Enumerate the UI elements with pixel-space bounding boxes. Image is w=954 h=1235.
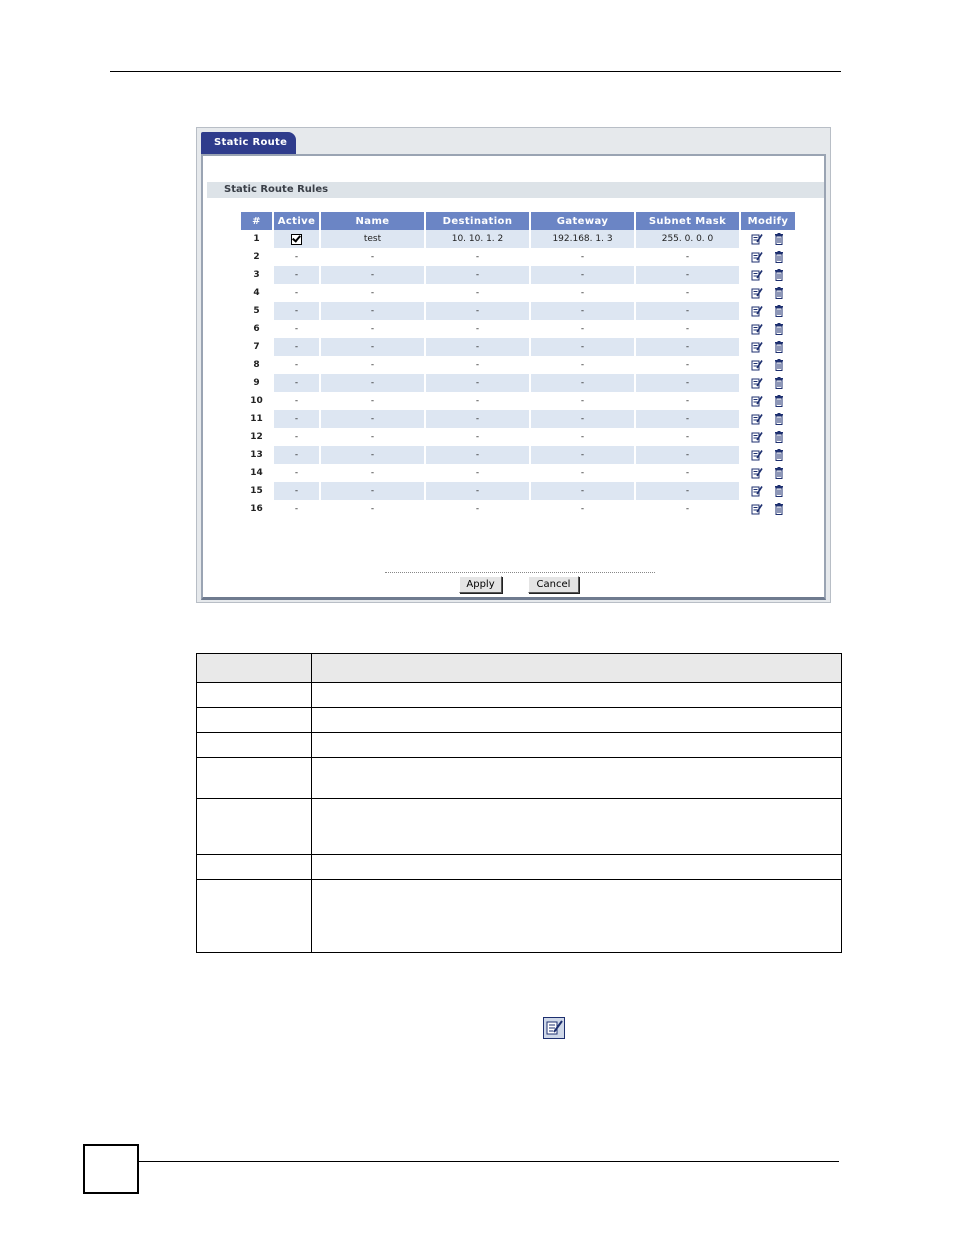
row-name: -: [370, 432, 375, 442]
row-destination: -: [475, 360, 480, 370]
row-name: -: [370, 396, 375, 406]
tab-static-route[interactable]: Static Route: [201, 132, 296, 154]
trash-icon[interactable]: [768, 253, 790, 263]
row-modify: [741, 302, 795, 320]
row-number: 4: [253, 288, 260, 298]
row-subnet-mask: -: [636, 374, 739, 392]
table-row: [241, 374, 795, 392]
active-placeholder: -: [294, 504, 299, 514]
row-active: [274, 356, 319, 374]
row-destination: -: [475, 432, 480, 442]
edit-icon[interactable]: [746, 343, 768, 353]
row-subnet-mask: -: [685, 360, 690, 370]
trash-icon[interactable]: [768, 235, 790, 245]
row-destination: -: [475, 324, 480, 334]
col-header-destination: Destination: [426, 212, 529, 230]
table-header-row: [241, 212, 795, 230]
col-header-gateway: Gateway: [531, 212, 634, 230]
row-number: 16: [250, 504, 263, 514]
trash-icon[interactable]: [768, 271, 790, 281]
row-active: [274, 500, 319, 518]
row-destination: -: [426, 446, 529, 464]
row-number: 3: [253, 270, 260, 280]
active-placeholder: -: [294, 324, 299, 334]
row-active: [274, 266, 319, 284]
active-placeholder: -: [294, 414, 299, 424]
active-placeholder: -: [294, 378, 299, 388]
row-subnet-mask: -: [685, 468, 690, 478]
edit-icon[interactable]: [746, 433, 768, 443]
trash-icon[interactable]: [768, 379, 790, 389]
row-subnet-mask: 255. 0. 0. 0: [636, 230, 739, 248]
desc-row: [197, 880, 842, 953]
row-active: [274, 464, 319, 482]
edit-icon[interactable]: [746, 235, 768, 245]
desc-row: [197, 855, 842, 880]
row-subnet-mask: -: [685, 252, 690, 262]
desc-row: [197, 799, 842, 855]
active-placeholder: -: [294, 306, 299, 316]
row-gateway: -: [580, 360, 585, 370]
apply-button[interactable]: Apply: [459, 576, 502, 593]
row-number: 5: [253, 306, 260, 316]
footer-rule: [139, 1161, 839, 1162]
row-modify: [741, 500, 795, 518]
col-header-subnet-mask: Subnet Mask: [636, 212, 739, 230]
trash-icon[interactable]: [768, 361, 790, 371]
row-destination: -: [426, 266, 529, 284]
trash-icon[interactable]: [768, 415, 790, 425]
row-subnet-mask: -: [685, 288, 690, 298]
row-destination: -: [475, 288, 480, 298]
section-title: Static Route Rules: [207, 182, 824, 198]
active-placeholder: -: [294, 342, 299, 352]
active-checkbox[interactable]: [291, 234, 302, 245]
row-subnet-mask: -: [685, 324, 690, 334]
row-destination: -: [426, 482, 529, 500]
row-number: 1: [253, 234, 260, 244]
row-modify: [741, 374, 795, 392]
static-route-table: [239, 212, 797, 518]
row-gateway: -: [531, 410, 634, 428]
edit-icon[interactable]: [746, 307, 768, 317]
row-number: 2: [253, 252, 260, 262]
edit-icon[interactable]: [746, 487, 768, 497]
edit-icon[interactable]: [746, 469, 768, 479]
row-number: 14: [250, 468, 263, 478]
row-subnet-mask: -: [636, 302, 739, 320]
row-destination: -: [475, 396, 480, 406]
row-gateway: -: [580, 396, 585, 406]
col-header-name: Name: [321, 212, 424, 230]
row-subnet-mask: -: [685, 396, 690, 406]
row-gateway: -: [531, 302, 634, 320]
row-active: [274, 392, 319, 410]
row-subnet-mask: -: [636, 338, 739, 356]
table-row: [241, 266, 795, 284]
trash-icon[interactable]: [768, 325, 790, 335]
row-name: -: [321, 410, 424, 428]
table-row: [241, 338, 795, 356]
row-name: -: [321, 374, 424, 392]
row-gateway: -: [580, 288, 585, 298]
row-modify: [741, 284, 795, 302]
edit-icon[interactable]: [746, 271, 768, 281]
header-rule: [110, 71, 841, 72]
row-name: -: [321, 482, 424, 500]
col-header-modify: Modify: [741, 212, 795, 230]
table-row: [241, 392, 795, 410]
active-placeholder: -: [294, 288, 299, 298]
trash-icon[interactable]: [768, 469, 790, 479]
active-placeholder: -: [294, 396, 299, 406]
row-number: 6: [253, 324, 260, 334]
row-name: -: [370, 468, 375, 478]
description-table: [196, 653, 842, 953]
edit-icon[interactable]: [746, 451, 768, 461]
main-panel: [201, 154, 826, 600]
row-gateway: -: [531, 338, 634, 356]
row-gateway: -: [580, 504, 585, 514]
row-name: -: [370, 252, 375, 262]
row-number: 10: [250, 396, 263, 406]
row-number: 7: [253, 342, 260, 352]
row-destination: -: [426, 374, 529, 392]
edit-icon: [543, 1017, 565, 1039]
row-modify: [741, 356, 795, 374]
row-modify: [741, 464, 795, 482]
table-row: [241, 464, 795, 482]
row-number: 15: [250, 486, 263, 496]
table-row: [241, 356, 795, 374]
row-destination: -: [475, 252, 480, 262]
row-gateway: -: [531, 266, 634, 284]
row-subnet-mask: -: [636, 482, 739, 500]
page-number-box: [83, 1144, 139, 1194]
active-placeholder: -: [294, 270, 299, 280]
row-name: -: [370, 288, 375, 298]
table-row: [241, 284, 795, 302]
active-placeholder: -: [294, 432, 299, 442]
cancel-button[interactable]: Cancel: [528, 576, 579, 593]
row-active: [274, 338, 319, 356]
trash-icon[interactable]: [768, 307, 790, 317]
trash-icon[interactable]: [768, 451, 790, 461]
row-modify: [741, 428, 795, 446]
edit-icon[interactable]: [746, 505, 768, 515]
table-row: [241, 500, 795, 518]
row-modify: [741, 392, 795, 410]
row-gateway: -: [531, 374, 634, 392]
row-modify: [741, 410, 795, 428]
active-placeholder: -: [294, 450, 299, 460]
row-modify: [741, 248, 795, 266]
table-row: [241, 410, 795, 428]
desc-row: [197, 708, 842, 733]
row-name: -: [370, 324, 375, 334]
desc-row: [197, 758, 842, 799]
row-destination: -: [475, 468, 480, 478]
row-gateway: -: [580, 252, 585, 262]
row-number: 8: [253, 360, 260, 370]
col-header-active: Active: [274, 212, 319, 230]
active-placeholder: -: [294, 360, 299, 370]
row-gateway: -: [531, 482, 634, 500]
row-active: [274, 320, 319, 338]
active-placeholder: -: [294, 252, 299, 262]
active-placeholder: -: [294, 486, 299, 496]
row-name: -: [321, 338, 424, 356]
row-number: 11: [250, 414, 263, 424]
desc-header-row: [197, 654, 842, 683]
row-name: test: [321, 230, 424, 248]
row-destination: -: [426, 302, 529, 320]
screenshot-frame: [196, 127, 831, 603]
desc-row: [197, 733, 842, 758]
table-row: [241, 320, 795, 338]
row-active[interactable]: [274, 230, 319, 248]
edit-icon[interactable]: [746, 289, 768, 299]
row-modify: [741, 230, 795, 248]
active-placeholder: -: [294, 468, 299, 478]
row-active: [274, 410, 319, 428]
row-subnet-mask: -: [636, 446, 739, 464]
row-gateway: 192.168. 1. 3: [531, 230, 634, 248]
row-number: 12: [250, 432, 263, 442]
row-active: [274, 284, 319, 302]
row-subnet-mask: -: [636, 266, 739, 284]
row-name: -: [321, 266, 424, 284]
row-number: 9: [253, 378, 260, 388]
row-destination: 10. 10. 1. 2: [426, 230, 529, 248]
row-active: [274, 248, 319, 266]
trash-icon[interactable]: [768, 487, 790, 497]
trash-icon[interactable]: [768, 433, 790, 443]
row-gateway: -: [531, 446, 634, 464]
trash-icon[interactable]: [768, 343, 790, 353]
row-modify: [741, 338, 795, 356]
col-header-num: #: [241, 212, 272, 230]
row-name: -: [370, 504, 375, 514]
row-destination: -: [426, 410, 529, 428]
row-modify: [741, 482, 795, 500]
edit-icon[interactable]: [746, 325, 768, 335]
table-row: [241, 482, 795, 500]
edit-icon[interactable]: [746, 379, 768, 389]
row-active: [274, 302, 319, 320]
desc-row: [197, 683, 842, 708]
trash-icon[interactable]: [768, 397, 790, 407]
row-name: -: [321, 302, 424, 320]
row-number: 13: [250, 450, 263, 460]
row-subnet-mask: -: [636, 410, 739, 428]
row-subnet-mask: -: [685, 432, 690, 442]
row-active: [274, 446, 319, 464]
edit-icon[interactable]: [746, 361, 768, 371]
row-active: [274, 374, 319, 392]
edit-icon[interactable]: [746, 415, 768, 425]
row-destination: -: [426, 338, 529, 356]
row-name: -: [321, 446, 424, 464]
edit-icon[interactable]: [746, 253, 768, 263]
row-modify: [741, 266, 795, 284]
edit-icon[interactable]: [746, 397, 768, 407]
row-gateway: -: [580, 432, 585, 442]
row-subnet-mask: -: [685, 504, 690, 514]
table-row: [241, 428, 795, 446]
row-active: [274, 482, 319, 500]
row-destination: -: [475, 504, 480, 514]
button-divider: [385, 572, 655, 573]
row-gateway: -: [580, 468, 585, 478]
row-modify: [741, 446, 795, 464]
row-active: [274, 428, 319, 446]
table-row: [241, 248, 795, 266]
table-row: [241, 230, 795, 248]
table-row: [241, 446, 795, 464]
trash-icon[interactable]: [768, 505, 790, 515]
row-gateway: -: [580, 324, 585, 334]
trash-icon[interactable]: [768, 289, 790, 299]
table-row: [241, 302, 795, 320]
row-name: -: [370, 360, 375, 370]
row-modify: [741, 320, 795, 338]
